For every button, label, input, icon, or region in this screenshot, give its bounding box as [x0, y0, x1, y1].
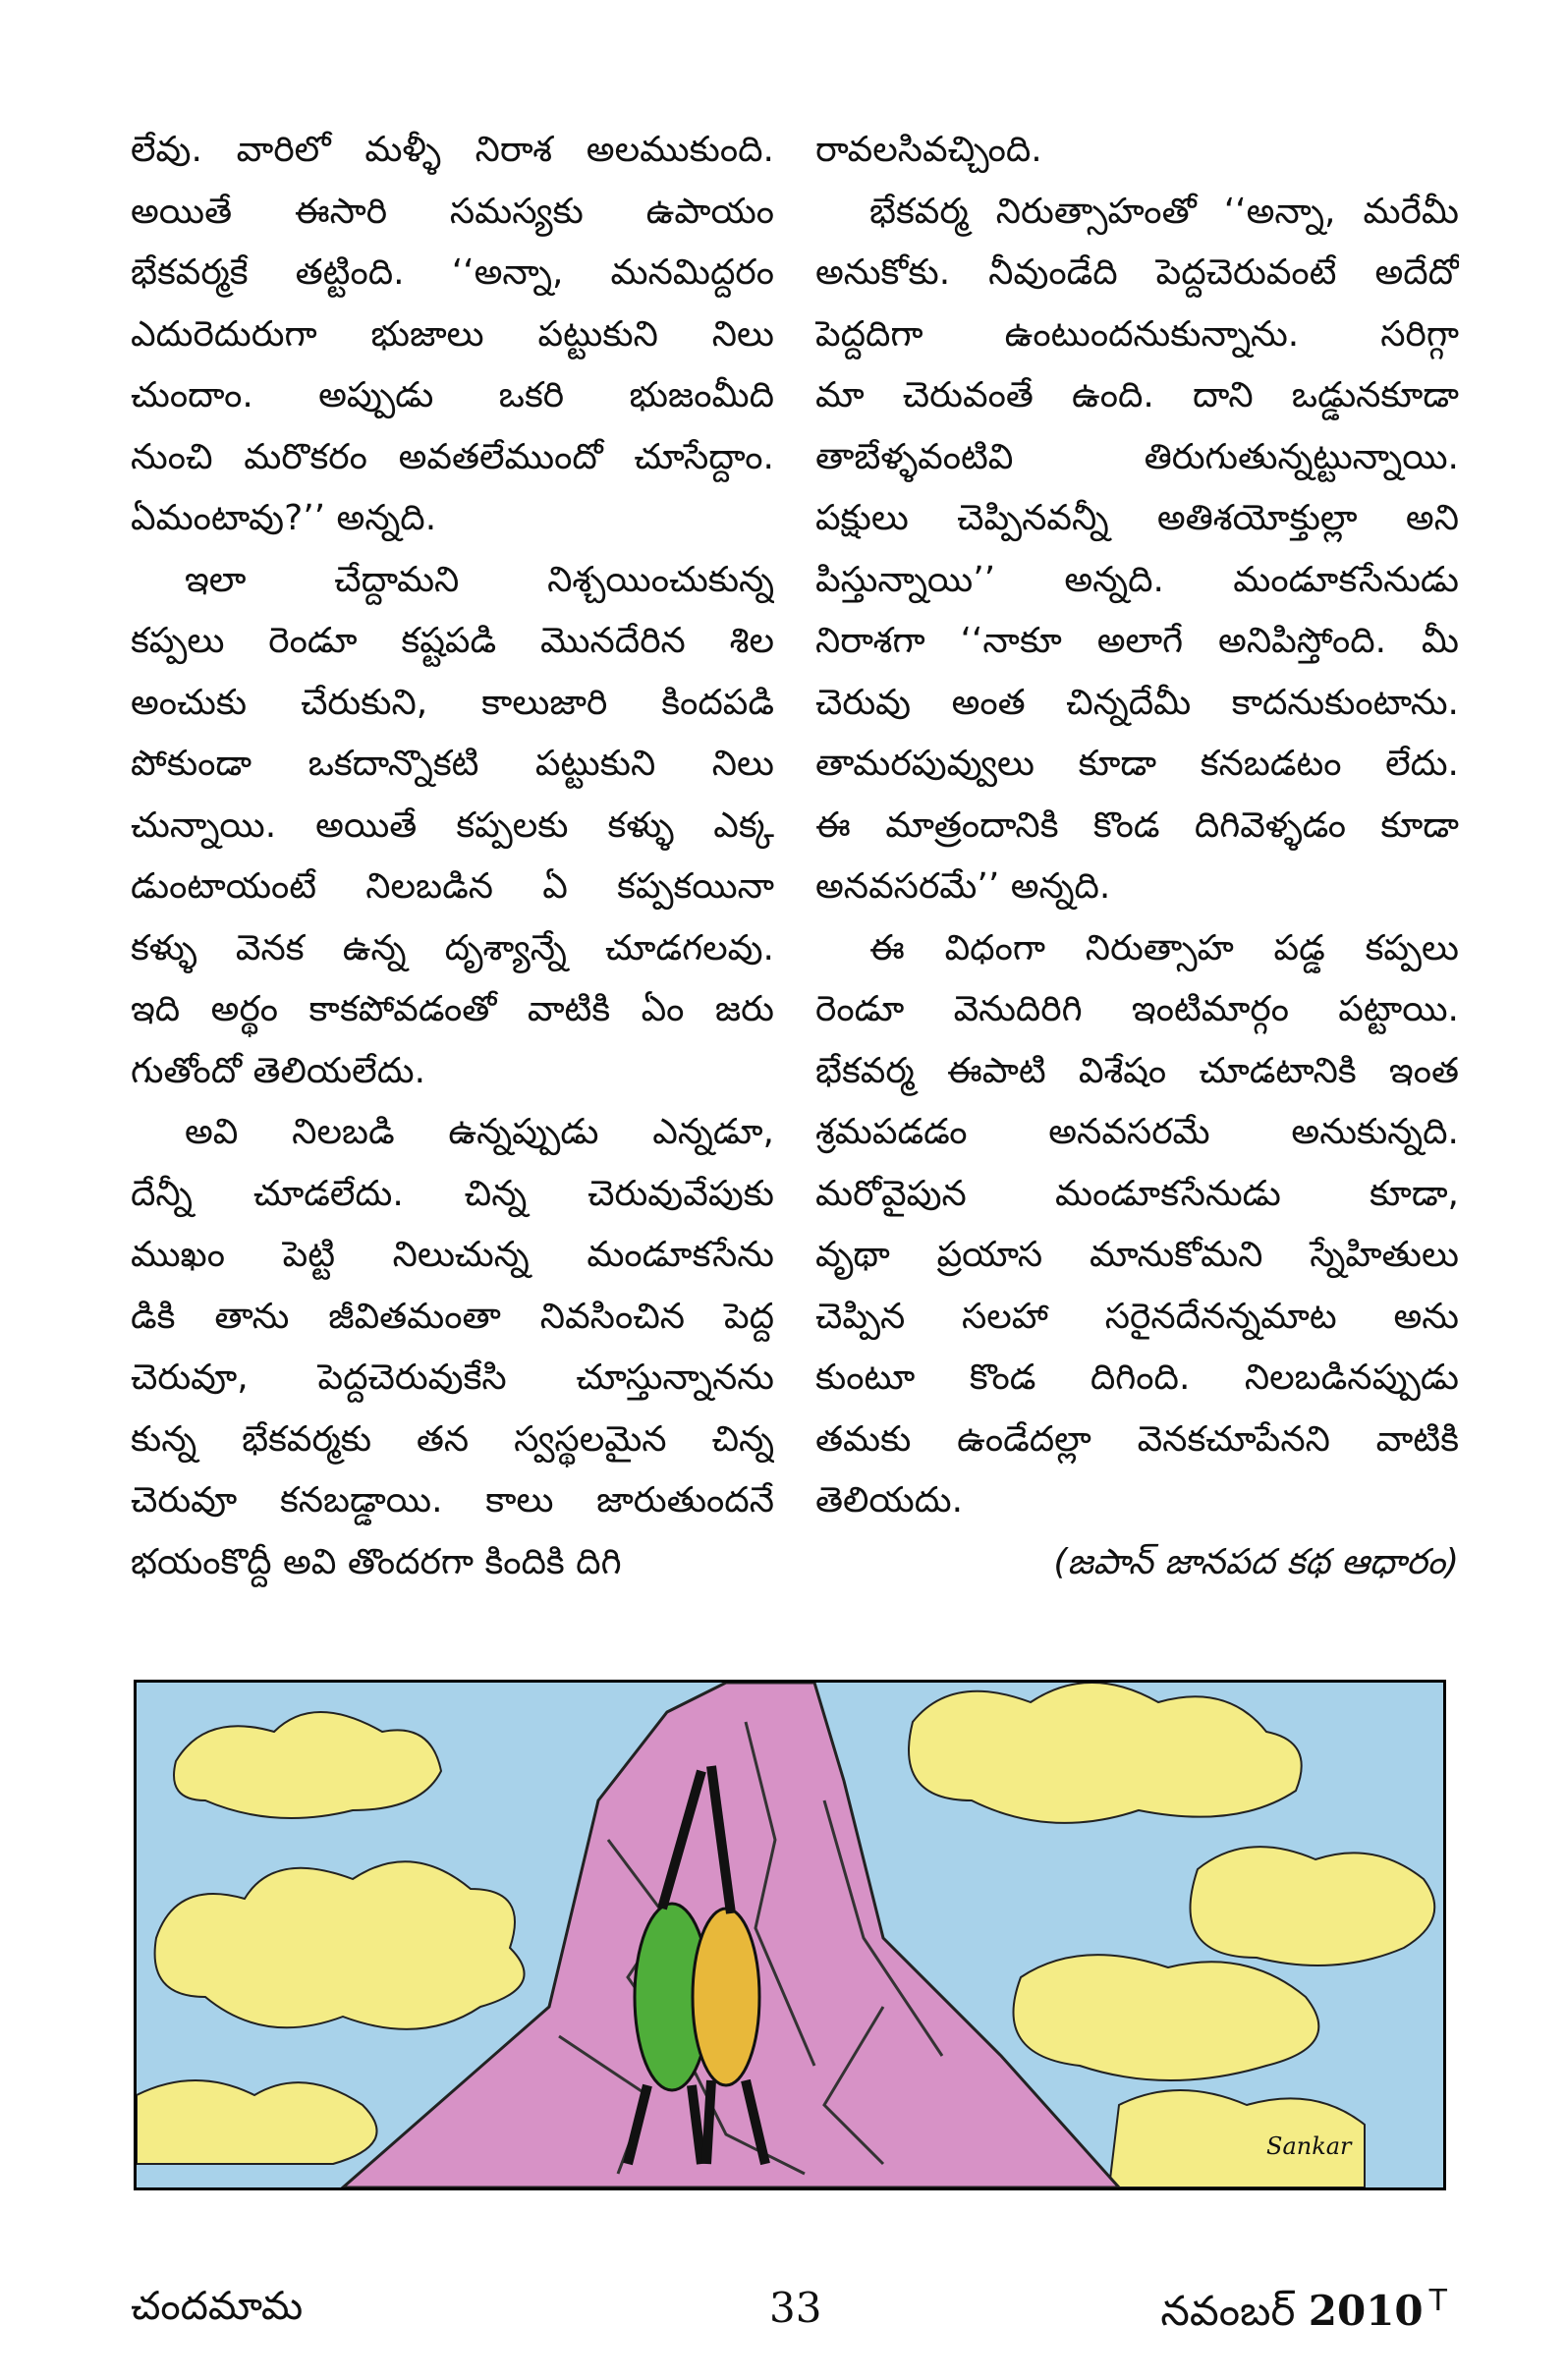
- text-line: చెరువూ, పెద్దచెరువుకేసి చూస్తున్నానను: [131, 1357, 774, 1398]
- left-text-column: [131, 120, 774, 1593]
- text-line: కప్పలు రెండూ కష్టపడి మొనదేరిన శిల: [131, 621, 774, 661]
- text-line: చెప్పిన సలహా సరైనదేనన్నమాట అను: [815, 1296, 1459, 1337]
- text-line: దేన్నీ చూడలేదు. చిన్న చెరువువేపుకు: [131, 1173, 774, 1214]
- text-line: తామరపువ్వులు కూడా కనబడటం లేదు.: [815, 744, 1459, 784]
- text-line: ఇలా చేద్దామని నిశ్చయించుకున్న: [185, 559, 774, 600]
- text-line: ముఖం పెట్టి నిలుచున్న మండూకసేను: [131, 1235, 774, 1275]
- text-line: అవి నిలబడి ఉన్నప్పుడు ఎన్నడూ,: [185, 1112, 774, 1152]
- right-text-column: [815, 120, 1459, 1593]
- issue-year: 2010: [1308, 2287, 1424, 2335]
- text-line: భేకవర్మకే తట్టింది. ‘‘అన్నా, మనమిద్దరం: [131, 252, 774, 293]
- text-line: ఎదురెదురుగా భుజాలు పట్టుకుని నిలు: [131, 313, 774, 355]
- text-line: చెరువూ కనబడ్డాయి. కాలు జారుతుందనే: [131, 1480, 774, 1521]
- text-line: తమకు ఉండేదల్లా వెనకచూపేనని వాటికి: [815, 1418, 1459, 1460]
- text-line: చున్నాయి. అయితే కప్పలకు కళ్ళు ఎక్క: [131, 804, 774, 846]
- magazine-name: చందమామ: [131, 2284, 304, 2329]
- text-line: తాబేళ్ళవంటివి తిరుగుతున్నట్టున్నాయి.: [815, 436, 1459, 477]
- text-line: కళ్ళు వెనక ఉన్న దృశ్యాన్నే చూడగలవు.: [131, 927, 774, 969]
- text-line: లేవు. వారిలో మళ్ళీ నిరాశ అలముకుంది.: [131, 130, 774, 170]
- text-line: శ్రమపడడం అనవసరమే అనుకున్నది.: [815, 1112, 1459, 1152]
- text-line: అంచుకు చేరుకుని, కాలుజారి కిందపడి: [131, 682, 774, 723]
- issue-date: [1160, 2284, 1447, 2346]
- text-line: తెలియదు.: [815, 1480, 964, 1521]
- text-line: మరోవైపున మండూకసేనుడు కూడా,: [815, 1173, 1459, 1214]
- text-line: చెరువు అంత చిన్నదేమీ కాదనుకుంటాను.: [815, 682, 1459, 723]
- text-line: డుంటాయంటే నిలబడిన ఏ కప్పకయినా: [131, 866, 774, 907]
- page-number: 33: [769, 2284, 822, 2332]
- text-line: పోకుండా ఒకదాన్నొకటి పట్టుకుని నిలు: [131, 744, 774, 784]
- text-line: ఇది అర్థం కాకపోవడంతో వాటికి ఏం జరు: [131, 989, 774, 1029]
- text-line: కున్న భేకవర్మకు తన స్వస్థలమైన చిన్న: [131, 1418, 774, 1460]
- page-footer: [131, 2284, 1447, 2343]
- text-line: నుంచి మరొకరం అవతలేముందో చూసేద్దాం.: [131, 436, 774, 477]
- story-illustration: [134, 1680, 1446, 2190]
- text-line: భయంకొద్దీ అవి తొందరగా కిందికి దిగి: [131, 1541, 622, 1582]
- text-line: నిరాశగా ‘‘నాకూ అలాగే అనిపిస్తోంది. మీ: [815, 621, 1459, 661]
- text-line: ఈ విధంగా నిరుత్సాహ పడ్డ కప్పలు: [869, 927, 1459, 969]
- source-note: (జపాన్ జానపద కథ ఆధారం): [1053, 1541, 1459, 1582]
- text-line: గుతోందో తెలియలేదు.: [131, 1050, 426, 1091]
- footer-mark: T: [1428, 2284, 1447, 2318]
- text-line: అయితే ఈసారి సమస్యకు ఉపాయం: [131, 191, 774, 232]
- text-line: మా చెరువంతే ఉంది. దాని ఒడ్డునకూడా: [815, 375, 1459, 415]
- text-line: ఈ మాత్రందానికి కొండ దిగివెళ్ళడం కూడా: [815, 804, 1459, 846]
- text-line: రెండూ వెనుదిరిగి ఇంటిమార్గం పట్టాయి.: [815, 989, 1459, 1029]
- text-line: భేకవర్మ నిరుత్సాహంతో ‘‘అన్నా, మరేమీ: [869, 191, 1459, 232]
- text-line: అనవసరమే’’ అన్నది.: [815, 866, 1111, 907]
- text-line: చుందాం. అప్పుడు ఒకరి భుజంమీది: [131, 375, 774, 415]
- text-line: పిస్తున్నాయి’’ అన్నది. మండూకసేనుడు: [815, 559, 1459, 600]
- text-line: పక్షులు చెప్పినవన్నీ అతిశయోక్తుల్లా అని: [815, 498, 1459, 538]
- text-line: అనుకోకు. నీవుండేది పెద్దచెరువంటే అదేదో: [815, 252, 1459, 293]
- text-line: రావలసివచ్చింది.: [815, 130, 1042, 170]
- text-line: వృథా ప్రయాస మానుకోమని స్నేహితులు: [815, 1235, 1459, 1275]
- text-line: డికి తాను జీవితమంతా నివసించిన పెద్ద: [131, 1296, 774, 1337]
- artist-signature: Sankar: [1266, 2132, 1352, 2160]
- text-line: ఏమంటావు?’’ అన్నది.: [131, 498, 437, 538]
- text-line: పెద్దదిగా ఉంటుందనుకున్నాను. సరిగ్గా: [815, 313, 1459, 355]
- text-line: కుంటూ కొండ దిగింది. నిలబడినప్పుడు: [815, 1357, 1459, 1398]
- text-line: భేకవర్మ ఈపాటి విశేషం చూడటానికి ఇంత: [815, 1050, 1459, 1091]
- mountain-frogs-drawing: [137, 1683, 1443, 2187]
- issue-month: నవంబర్: [1160, 2287, 1296, 2335]
